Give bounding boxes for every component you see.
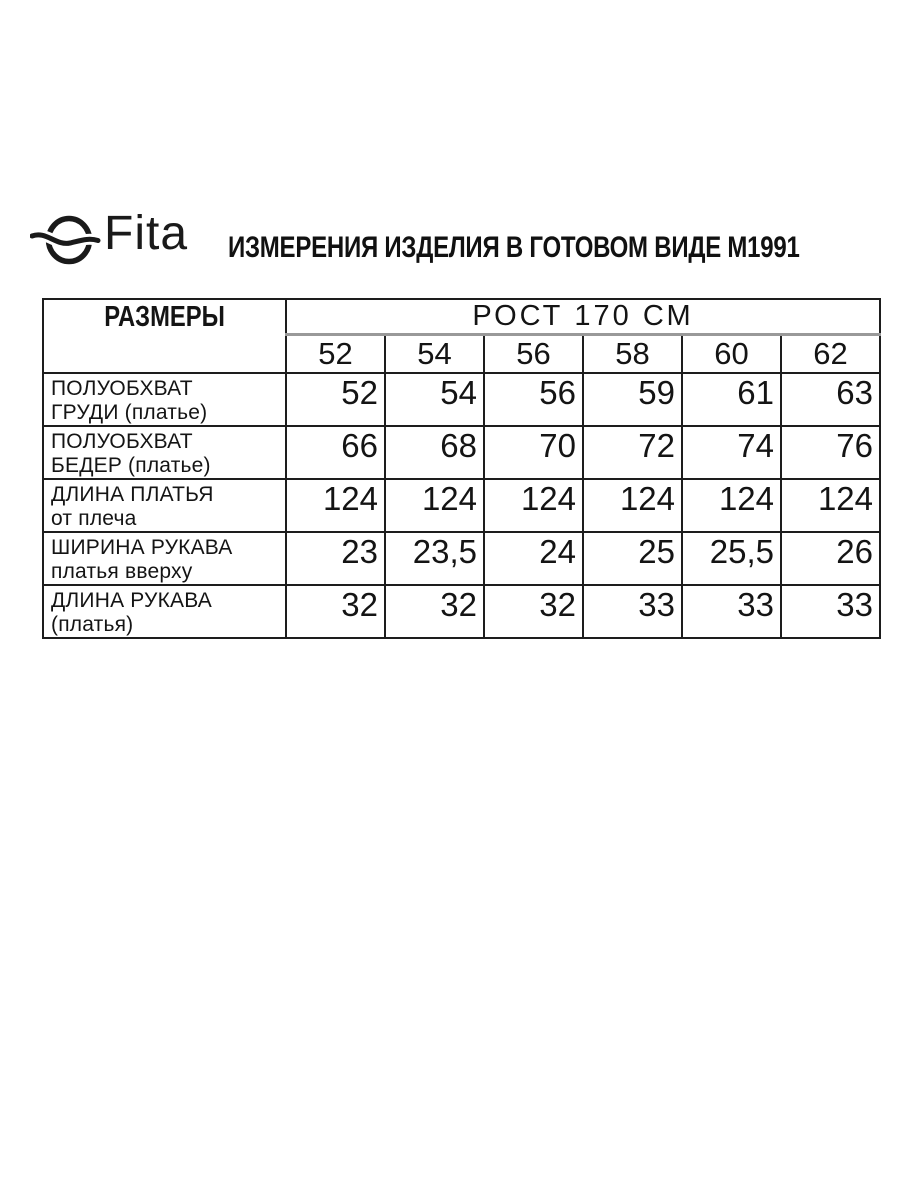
table-row xyxy=(43,585,880,638)
table-row xyxy=(43,532,880,585)
size-header-cell: 62 xyxy=(781,335,880,374)
size-header-cell: 60 xyxy=(682,335,781,374)
measurement-value-cell: 124 xyxy=(583,479,682,532)
table-row xyxy=(43,479,880,532)
measurement-value-cell: 25,5 xyxy=(682,532,781,585)
measurement-value-cell: 23,5 xyxy=(385,532,484,585)
measurement-value-cell: 70 xyxy=(484,426,583,479)
measurement-value-cell: 63 xyxy=(781,373,880,426)
row-label-line1: ШИРИНА РУКАВА xyxy=(51,536,233,559)
measurement-value-cell: 32 xyxy=(484,585,583,638)
measurement-value-cell: 124 xyxy=(385,479,484,532)
measurement-value-cell: 124 xyxy=(484,479,583,532)
row-label-line1: ПОЛУОБХВАТ xyxy=(51,377,193,400)
size-header-cell: 54 xyxy=(385,335,484,374)
page-title: ИЗМЕРЕНИЯ ИЗДЕЛИЯ В ГОТОВОМ ВИДЕ М1991 xyxy=(228,231,800,264)
row-label-line2: БЕДЕР (платье) xyxy=(51,454,211,477)
measurements-table xyxy=(42,298,881,639)
corner-header-cell xyxy=(43,299,286,373)
measurement-value-cell: 32 xyxy=(286,585,385,638)
brand-name: Fita xyxy=(104,207,189,260)
measurement-value-cell: 33 xyxy=(781,585,880,638)
row-label-line1: ПОЛУОБХВАТ xyxy=(51,430,193,453)
group-header-cell: РОСТ 170 СМ xyxy=(286,299,880,335)
row-label-line2: платья вверху xyxy=(51,560,193,583)
measurement-value-cell: 74 xyxy=(682,426,781,479)
row-label-line2: от плеча xyxy=(51,507,137,530)
measurement-value-cell: 33 xyxy=(583,585,682,638)
measurement-value-cell: 124 xyxy=(682,479,781,532)
measurement-value-cell: 23 xyxy=(286,532,385,585)
table-row xyxy=(43,426,880,479)
row-label-line2: ГРУДИ (платье) xyxy=(51,401,208,424)
measurement-value-cell: 124 xyxy=(781,479,880,532)
circle-wave-logo-icon xyxy=(30,212,102,268)
measurement-value-cell: 24 xyxy=(484,532,583,585)
measurement-value-cell: 56 xyxy=(484,373,583,426)
measurement-value-cell: 54 xyxy=(385,373,484,426)
measurement-value-cell: 25 xyxy=(583,532,682,585)
measurement-value-cell: 66 xyxy=(286,426,385,479)
measurement-value-cell: 124 xyxy=(286,479,385,532)
table-header-row-group xyxy=(43,299,880,335)
row-label xyxy=(43,585,286,638)
measurement-value-cell: 76 xyxy=(781,426,880,479)
measurement-value-cell: 68 xyxy=(385,426,484,479)
measurement-value-cell: 33 xyxy=(682,585,781,638)
size-header-cell: 52 xyxy=(286,335,385,374)
measurement-value-cell: 32 xyxy=(385,585,484,638)
measurement-value-cell: 52 xyxy=(286,373,385,426)
row-label xyxy=(43,479,286,532)
measurement-value-cell: 72 xyxy=(583,426,682,479)
measurement-value-cell: 59 xyxy=(583,373,682,426)
row-label-line1: ДЛИНА ПЛАТЬЯ xyxy=(51,483,214,506)
measurement-value-cell: 26 xyxy=(781,532,880,585)
size-header-cell: 56 xyxy=(484,335,583,374)
corner-header-label: РАЗМЕРЫ xyxy=(104,301,225,333)
table-row xyxy=(43,373,880,426)
row-label-line1: ДЛИНА РУКАВА xyxy=(51,589,212,612)
row-label xyxy=(43,532,286,585)
size-header-cell: 58 xyxy=(583,335,682,374)
row-label-line2: (платья) xyxy=(51,613,134,636)
measurement-value-cell: 61 xyxy=(682,373,781,426)
row-label xyxy=(43,373,286,426)
row-label xyxy=(43,426,286,479)
